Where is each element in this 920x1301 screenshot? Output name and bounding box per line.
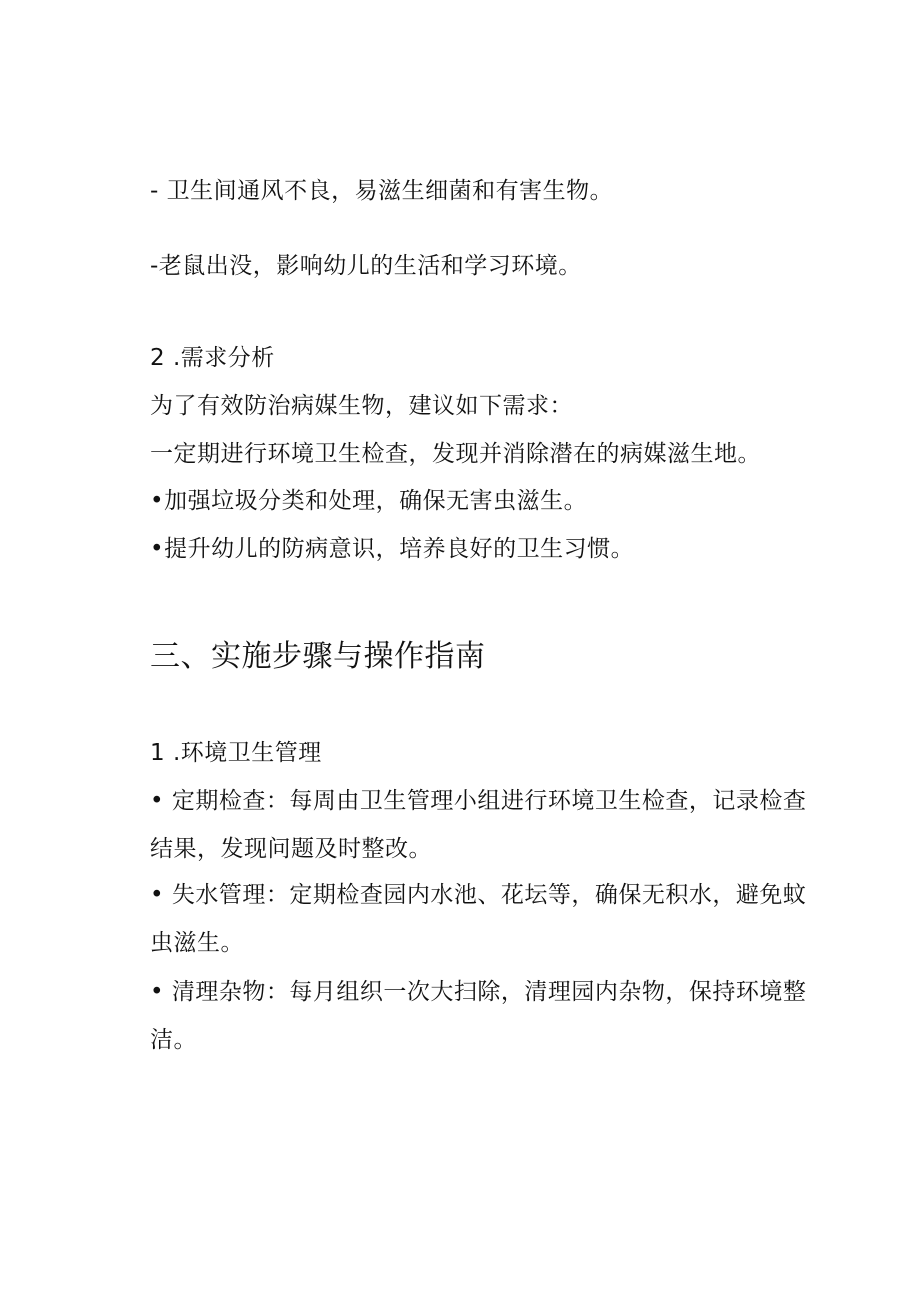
- bullet-ventilation: - 卫生间通风不良，易滋生细菌和有害生物。: [150, 178, 614, 204]
- needs-item-garbage: •加强垃圾分类和处理，确保无害虫滋生。: [150, 488, 588, 514]
- needs-item-inspection: 一定期进行环境卫生检查，发现并消除潜在的病媒滋生地。: [150, 441, 761, 467]
- needs-intro: 为了有效防治病媒生物，建议如下需求：: [150, 393, 573, 419]
- env-item-inspection-line2: 结果，发现问题及时整改。: [150, 836, 432, 862]
- env-item-inspection-line1: • 定期检查：每周由卫生管理小组进行环境卫生检查，记录检查: [150, 788, 807, 814]
- env-item-cleanup-line2: 洁。: [150, 1027, 197, 1053]
- env-item-water-line1: • 失水管理：定期检查园内水池、花坛等，确保无积水，避免蚊: [150, 882, 807, 908]
- needs-item-awareness: •提升幼儿的防病意识，培养良好的卫生习惯。: [150, 536, 635, 562]
- section-title-environment: 1 .环境卫生管理: [150, 740, 322, 766]
- env-item-water-line2: 虫滋生。: [150, 930, 244, 956]
- chapter-heading: 三、实施步骤与操作指南: [150, 639, 486, 674]
- bullet-rodents: -老鼠出没，影响幼儿的生活和学习环境。: [150, 253, 582, 279]
- env-item-cleanup-line1: • 清理杂物：每月组织一次大扫除，清理园内杂物，保持环境整: [150, 979, 807, 1005]
- section-title-needs-analysis: 2 .需求分析: [150, 345, 275, 371]
